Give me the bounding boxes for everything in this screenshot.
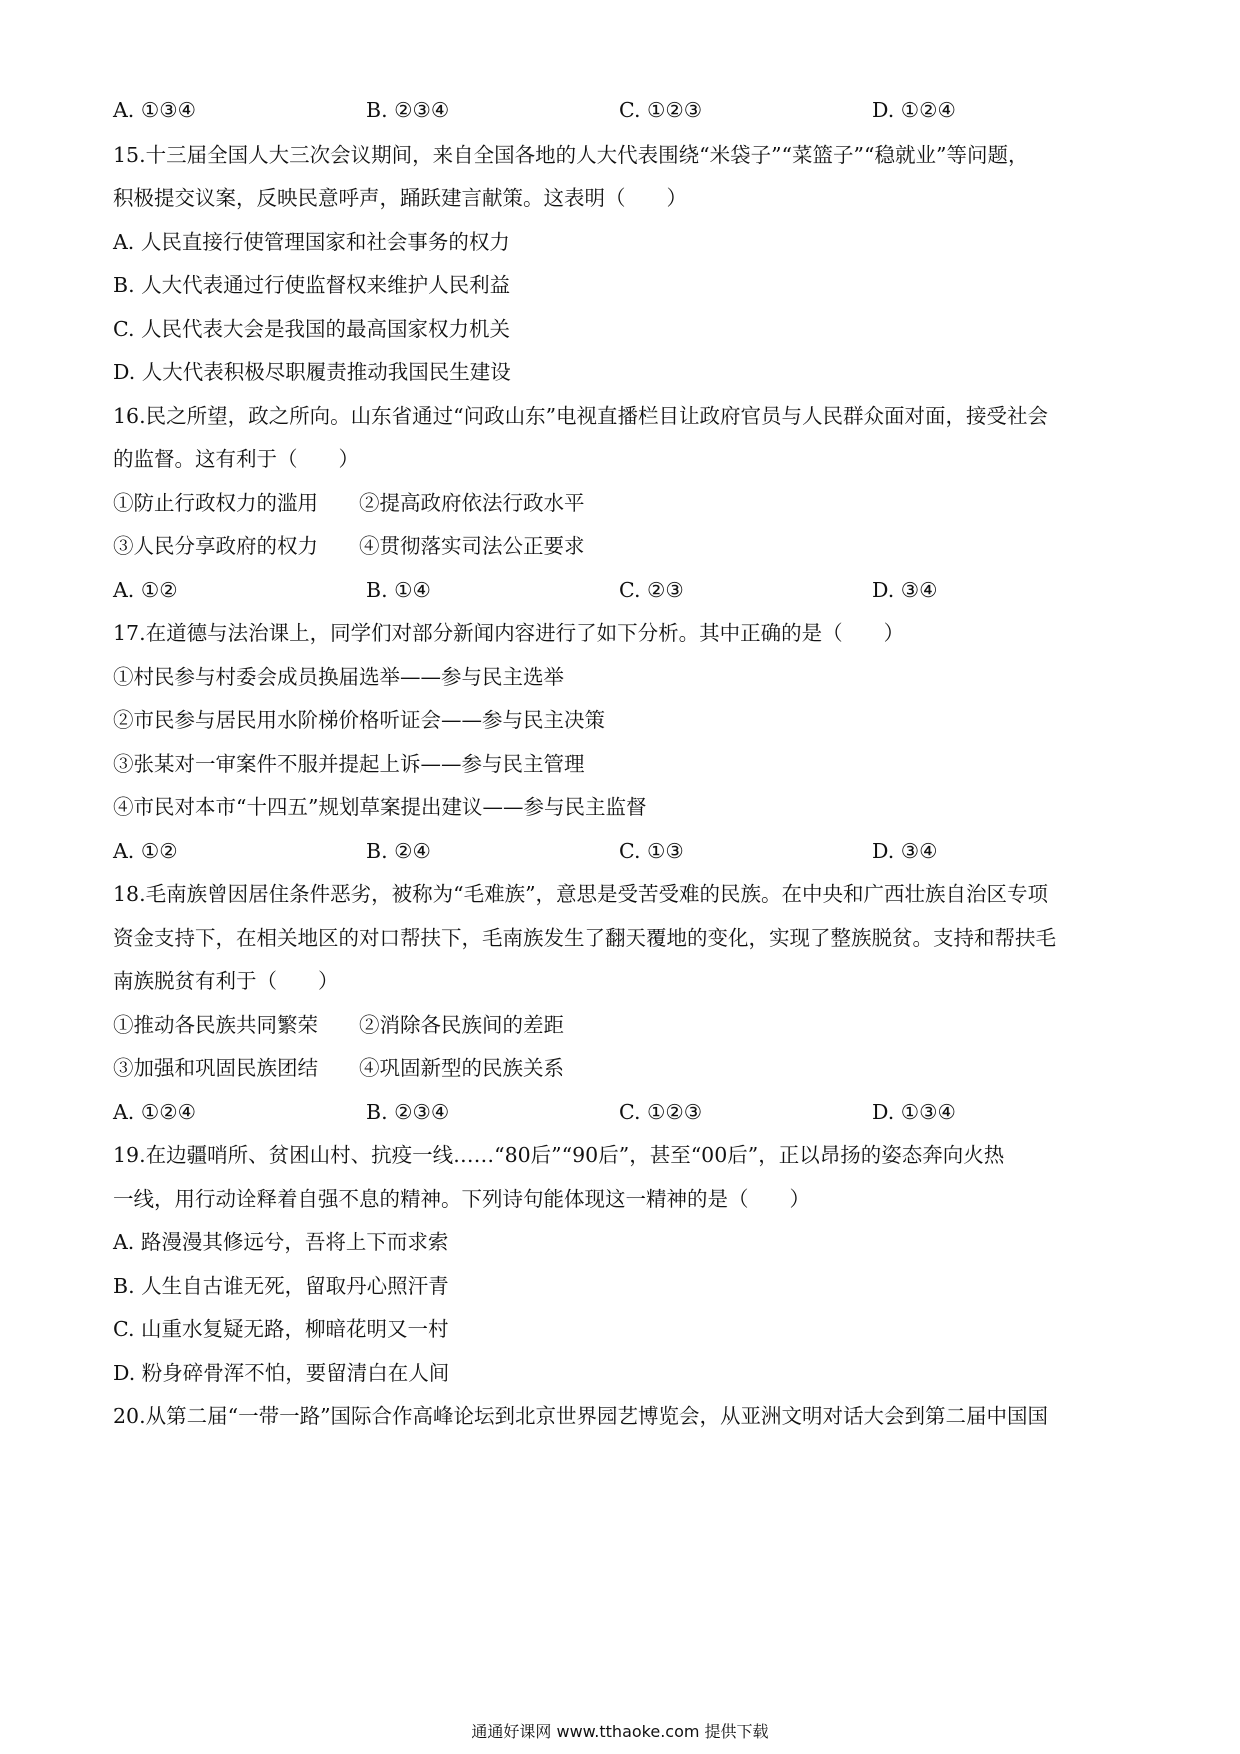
q16-option-d: D. ③④ — [872, 578, 938, 602]
q14-option-b: B. ②③④ — [366, 98, 450, 122]
q16-stem-line2: 的监督。这有利于（ ） — [113, 447, 359, 471]
q17-item-3: ③张某对一审案件不服并提起上诉——参与民主管理 — [113, 752, 585, 776]
q18-item-line1: ①推动各民族共同繁荣 ②消除各民族间的差距 — [113, 1013, 564, 1037]
q18-stem-line2: 资金支持下，在相关地区的对口帮扶下，毛南族发生了翻天覆地的变化，实现了整族脱贫。支持和帮扶毛 — [113, 926, 1056, 950]
q19-option-d: D. 粉身碎骨浑不怕，要留清白在人间 — [113, 1361, 450, 1385]
q18-item-line2: ③加强和巩固民族团结 ④巩固新型的民族关系 — [113, 1056, 564, 1080]
q16-option-b: B. ①④ — [366, 578, 431, 602]
q17-option-d: D. ③④ — [872, 839, 938, 863]
q17-stem-line1: 17.在道德与法治课上，同学们对部分新闻内容进行了如下分析。其中正确的是（ ） — [113, 621, 905, 645]
q19-option-b: B. 人生自古谁无死，留取丹心照汗青 — [113, 1274, 449, 1298]
q15-option-b: B. 人大代表通过行使监督权来维护人民利益 — [113, 273, 511, 297]
q17-option-a: A. ①② — [113, 839, 178, 863]
q15-option-c: C. 人民代表大会是我国的最高国家权力机关 — [113, 317, 510, 341]
q17-item-2: ②市民参与居民用水阶梯价格听证会——参与民主决策 — [113, 708, 605, 732]
q15-stem-line1: 15.十三届全国人大三次会议期间，来自全国各地的人大代表围绕“米袋子”“菜篮子”“稳就业”等问题， — [113, 143, 1029, 167]
q19-stem-line2: 一线，用行动诠释着自强不息的精神。下列诗句能体现这一精神的是（ ） — [113, 1187, 810, 1211]
q15-stem-line2: 积极提交议案，反映民意呼声，踊跃建言献策。这表明（ ） — [113, 186, 687, 210]
q15-option-d: D. 人大代表积极尽职履责推动我国民生建设 — [113, 360, 511, 384]
q18-option-a: A. ①②④ — [113, 1100, 196, 1124]
q18-option-b: B. ②③④ — [366, 1100, 450, 1124]
q20-stem-line1: 20.从第二届“一带一路”国际合作高峰论坛到北京世界园艺博览会，从亚洲文明对话大会到第二届中国国 — [113, 1404, 1049, 1428]
q14-option-a: A. ①③④ — [113, 98, 196, 122]
q16-option-a: A. ①② — [113, 578, 178, 602]
q14-option-c: C. ①②③ — [619, 98, 703, 122]
q17-option-c: C. ①③ — [619, 839, 684, 863]
q17-option-b: B. ②④ — [366, 839, 431, 863]
q18-option-d: D. ①③④ — [872, 1100, 956, 1124]
q18-stem-line1: 18.毛南族曾因居住条件恶劣，被称为“毛难族”，意思是受苦受难的民族。在中央和广西壮族自治区专项 — [113, 882, 1049, 906]
q16-stem-line1: 16.民之所望，政之所向。山东省通过“问政山东”电视直播栏目让政府官员与人民群众面对面，接受社会 — [113, 404, 1049, 428]
q14-option-d: D. ①②④ — [872, 98, 956, 122]
page-footer: 通通好课网 www.tthaoke.com 提供下载 — [471, 1722, 769, 1741]
q19-stem-line1: 19.在边疆哨所、贫困山村、抗疫一线……“80后”“90后”，甚至“00后”，正以昂扬的姿态奔向火热 — [113, 1143, 1005, 1167]
q18-stem-line3: 南族脱贫有利于（ ） — [113, 969, 339, 993]
q16-option-c: C. ②③ — [619, 578, 684, 602]
q16-item-line2: ③人民分享政府的权力 ④贯彻落实司法公正要求 — [113, 534, 585, 558]
q19-option-c: C. 山重水复疑无路，柳暗花明又一村 — [113, 1317, 449, 1341]
q15-option-a: A. 人民直接行使管理国家和社会事务的权力 — [113, 230, 510, 254]
q17-item-1: ①村民参与村委会成员换届选举——参与民主选举 — [113, 665, 564, 689]
q17-item-4: ④市民对本市“十四五”规划草案提出建议——参与民主监督 — [113, 795, 647, 819]
q16-item-line1: ①防止行政权力的滥用 ②提高政府依法行政水平 — [113, 491, 585, 515]
q19-option-a: A. 路漫漫其修远兮，吾将上下而求索 — [113, 1230, 449, 1254]
q18-option-c: C. ①②③ — [619, 1100, 703, 1124]
